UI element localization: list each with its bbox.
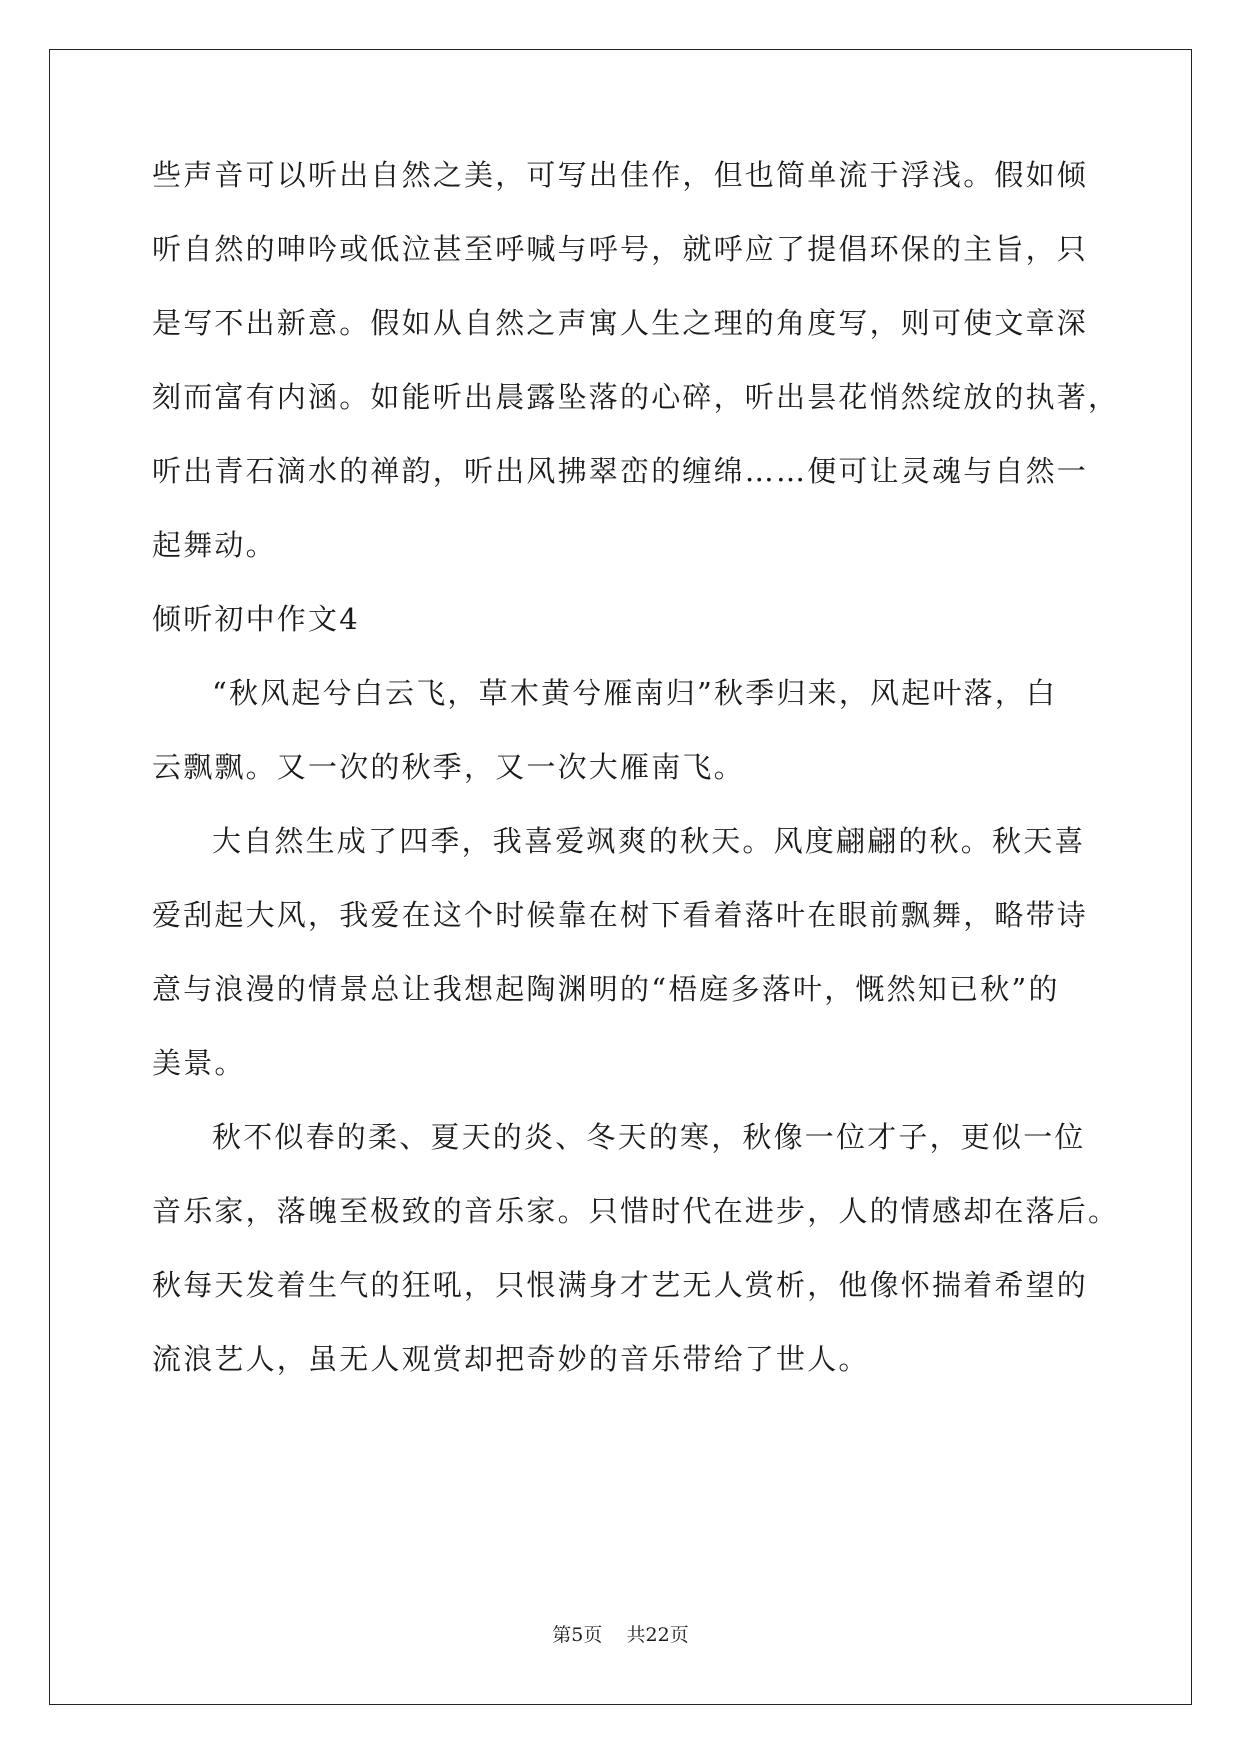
paragraph-line: 起舞动。 xyxy=(152,528,277,562)
paragraph-line: 秋不似春的柔、夏天的炎、冬天的寒，秋像一位才子，更似一位 xyxy=(212,1120,1086,1154)
paragraph-line: 爱刮起大风，我爱在这个时候靠在树下看着落叶在眼前飘舞，略带诗 xyxy=(152,898,1089,932)
paragraph-line: 些声音可以听出自然之美，可写出佳作，但也简单流于浮浅。假如倾 xyxy=(152,158,1089,192)
paragraph-line: 听自然的呻吟或低泣甚至呼喊与呼号，就呼应了提倡环保的主旨，只 xyxy=(152,232,1089,266)
paragraph-line: 流浪艺人，虽无人观赏却把奇妙的音乐带给了世人。 xyxy=(152,1342,870,1376)
paragraph-line: 意与浪漫的情景总让我想起陶渊明的“梧庭多落叶，慨然知已秋”的 xyxy=(152,972,1060,1006)
paragraph-line: “秋风起兮白云飞，草木黄兮雁南归”秋季归来，风起叶落，白 xyxy=(212,676,1058,710)
paragraph-line: 刻而富有内涵。如能听出晨露坠落的心碎，听出昙花悄然绽放的执著， xyxy=(152,380,1120,414)
page-footer xyxy=(0,1622,1241,1648)
paragraph-line: 秋每天发着生气的狂吼，只恨满身才艺无人赏析，他像怀揣着希望的 xyxy=(152,1268,1089,1302)
section-heading: 倾听初中作文4 xyxy=(152,602,360,636)
paragraph-line: 大自然生成了四季，我喜爱飒爽的秋天。风度翩翩的秋。秋天喜 xyxy=(212,824,1086,858)
paragraph-line: 美景。 xyxy=(152,1046,246,1080)
page-number: 第5页 共22页 xyxy=(552,1624,689,1646)
paragraph-line: 听出青石滴水的禅韵，听出风拂翠峦的缠绵……便可让灵魂与自然一 xyxy=(152,454,1089,488)
paragraph-line: 是写不出新意。假如从自然之声寓人生之理的角度写，则可使文章深 xyxy=(152,306,1089,340)
paragraph-line: 云飘飘。又一次的秋季，又一次大雁南飞。 xyxy=(152,750,745,784)
paragraph-line: 音乐家，落魄至极致的音乐家。只惜时代在进步，人的情感却在落后。 xyxy=(152,1194,1120,1228)
